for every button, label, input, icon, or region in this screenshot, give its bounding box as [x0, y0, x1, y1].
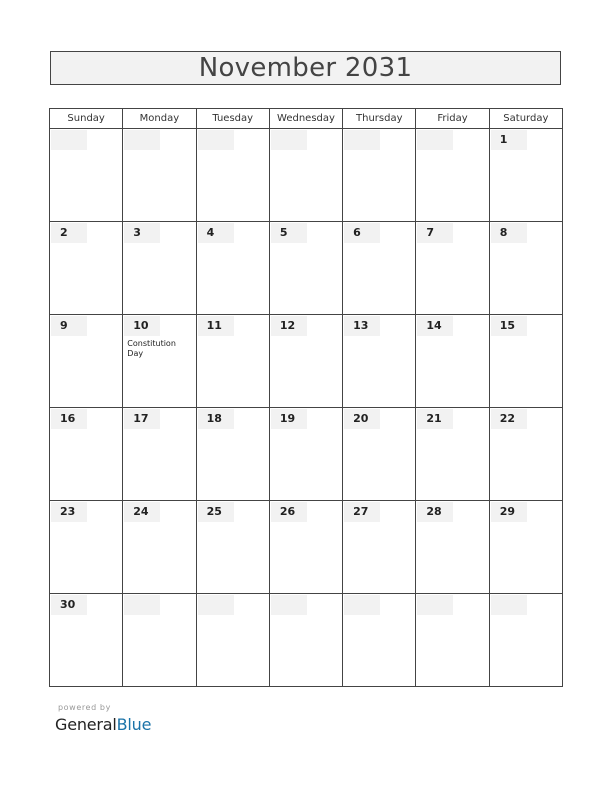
weekday-header: Monday — [123, 109, 196, 129]
weekday-header: Saturday — [489, 109, 562, 129]
weekday-header-row — [50, 109, 563, 129]
day-number: 9 — [51, 316, 87, 336]
brand-name-general: General — [55, 715, 117, 734]
day-number: 10 — [124, 316, 160, 336]
brand-name-blue: Blue — [116, 715, 152, 734]
calendar-day-cell[interactable] — [489, 594, 562, 687]
calendar-day-cell[interactable] — [50, 594, 123, 687]
calendar-day-cell[interactable] — [123, 594, 196, 687]
day-number: 13 — [344, 316, 380, 336]
holiday-event: Constitution Day — [127, 339, 176, 358]
day-number: 19 — [271, 409, 307, 429]
day-number: 29 — [491, 502, 527, 522]
calendar-day-cell[interactable] — [343, 501, 416, 594]
calendar-day-cell[interactable] — [196, 408, 269, 501]
day-number — [124, 595, 160, 615]
day-number: 25 — [198, 502, 234, 522]
day-number: 14 — [417, 316, 453, 336]
calendar-day-cell[interactable] — [123, 408, 196, 501]
calendar-day-cell[interactable] — [416, 501, 489, 594]
calendar-day-cell[interactable] — [269, 222, 342, 315]
weekday-header: Sunday — [50, 109, 123, 129]
calendar-day-cell[interactable] — [50, 222, 123, 315]
brand-logo[interactable] — [55, 715, 151, 734]
calendar-day-cell[interactable] — [50, 408, 123, 501]
day-number: 27 — [344, 502, 380, 522]
calendar-day-cell[interactable] — [416, 408, 489, 501]
calendar-day-cell[interactable] — [489, 222, 562, 315]
calendar-day-cell[interactable] — [416, 315, 489, 408]
calendar-week-row — [50, 315, 563, 408]
calendar-title: November 2031 — [198, 53, 413, 83]
day-number — [198, 130, 234, 150]
calendar-day-cell[interactable] — [343, 315, 416, 408]
day-number — [344, 595, 380, 615]
day-number: 3 — [124, 223, 160, 243]
day-number: 22 — [491, 409, 527, 429]
calendar-day-cell[interactable] — [50, 129, 123, 222]
day-number — [271, 130, 307, 150]
calendar-day-cell[interactable] — [123, 222, 196, 315]
calendar-day-cell[interactable] — [50, 315, 123, 408]
calendar-day-cell[interactable] — [196, 501, 269, 594]
weekday-header: Tuesday — [196, 109, 269, 129]
calendar-day-cell[interactable] — [269, 501, 342, 594]
day-number: 12 — [271, 316, 307, 336]
calendar-day-cell[interactable] — [489, 129, 562, 222]
calendar-day-cell[interactable] — [196, 129, 269, 222]
weekday-header: Wednesday — [269, 109, 342, 129]
calendar-week-row — [50, 408, 563, 501]
calendar-day-cell[interactable] — [489, 501, 562, 594]
day-number — [417, 595, 453, 615]
calendar-day-cell[interactable] — [196, 594, 269, 687]
calendar-day-cell[interactable] — [489, 408, 562, 501]
day-number: 16 — [51, 409, 87, 429]
calendar-title-box — [50, 51, 561, 85]
day-number: 20 — [344, 409, 380, 429]
calendar-day-cell[interactable] — [50, 501, 123, 594]
weekday-header: Thursday — [343, 109, 416, 129]
calendar-day-cell[interactable] — [196, 222, 269, 315]
day-number: 24 — [124, 502, 160, 522]
day-number: 11 — [198, 316, 234, 336]
calendar-body — [50, 129, 563, 687]
day-number: 30 — [51, 595, 87, 615]
calendar-day-cell[interactable] — [343, 408, 416, 501]
calendar-week-row — [50, 501, 563, 594]
day-number — [198, 595, 234, 615]
day-number — [124, 130, 160, 150]
powered-by-label: powered by — [58, 703, 111, 712]
day-number: 4 — [198, 223, 234, 243]
calendar-day-cell[interactable] — [343, 222, 416, 315]
day-number: 6 — [344, 223, 380, 243]
calendar-day-cell[interactable] — [343, 594, 416, 687]
weekday-header: Friday — [416, 109, 489, 129]
calendar-day-cell[interactable] — [123, 129, 196, 222]
day-number: 15 — [491, 316, 527, 336]
day-number: 28 — [417, 502, 453, 522]
day-number: 1 — [491, 130, 527, 150]
calendar-day-cell[interactable] — [416, 129, 489, 222]
day-number: 5 — [271, 223, 307, 243]
day-number: 17 — [124, 409, 160, 429]
calendar-day-cell[interactable] — [123, 315, 196, 408]
day-number — [51, 130, 87, 150]
calendar-day-cell[interactable] — [269, 594, 342, 687]
day-number — [417, 130, 453, 150]
calendar-day-cell[interactable] — [489, 315, 562, 408]
day-number: 8 — [491, 223, 527, 243]
calendar-day-cell[interactable] — [416, 222, 489, 315]
calendar-day-cell[interactable] — [196, 315, 269, 408]
day-number: 23 — [51, 502, 87, 522]
calendar-day-cell[interactable] — [269, 315, 342, 408]
calendar-day-cell[interactable] — [416, 594, 489, 687]
calendar-day-cell[interactable] — [123, 501, 196, 594]
day-number — [271, 595, 307, 615]
calendar-day-cell[interactable] — [343, 129, 416, 222]
day-number — [344, 130, 380, 150]
day-number: 7 — [417, 223, 453, 243]
day-number: 2 — [51, 223, 87, 243]
calendar-grid — [49, 108, 563, 687]
day-number: 18 — [198, 409, 234, 429]
calendar-week-row — [50, 594, 563, 687]
day-number: 26 — [271, 502, 307, 522]
day-number: 21 — [417, 409, 453, 429]
calendar-week-row — [50, 129, 563, 222]
day-number — [491, 595, 527, 615]
calendar-day-cell[interactable] — [269, 129, 342, 222]
calendar-day-cell[interactable] — [269, 408, 342, 501]
calendar-week-row — [50, 222, 563, 315]
